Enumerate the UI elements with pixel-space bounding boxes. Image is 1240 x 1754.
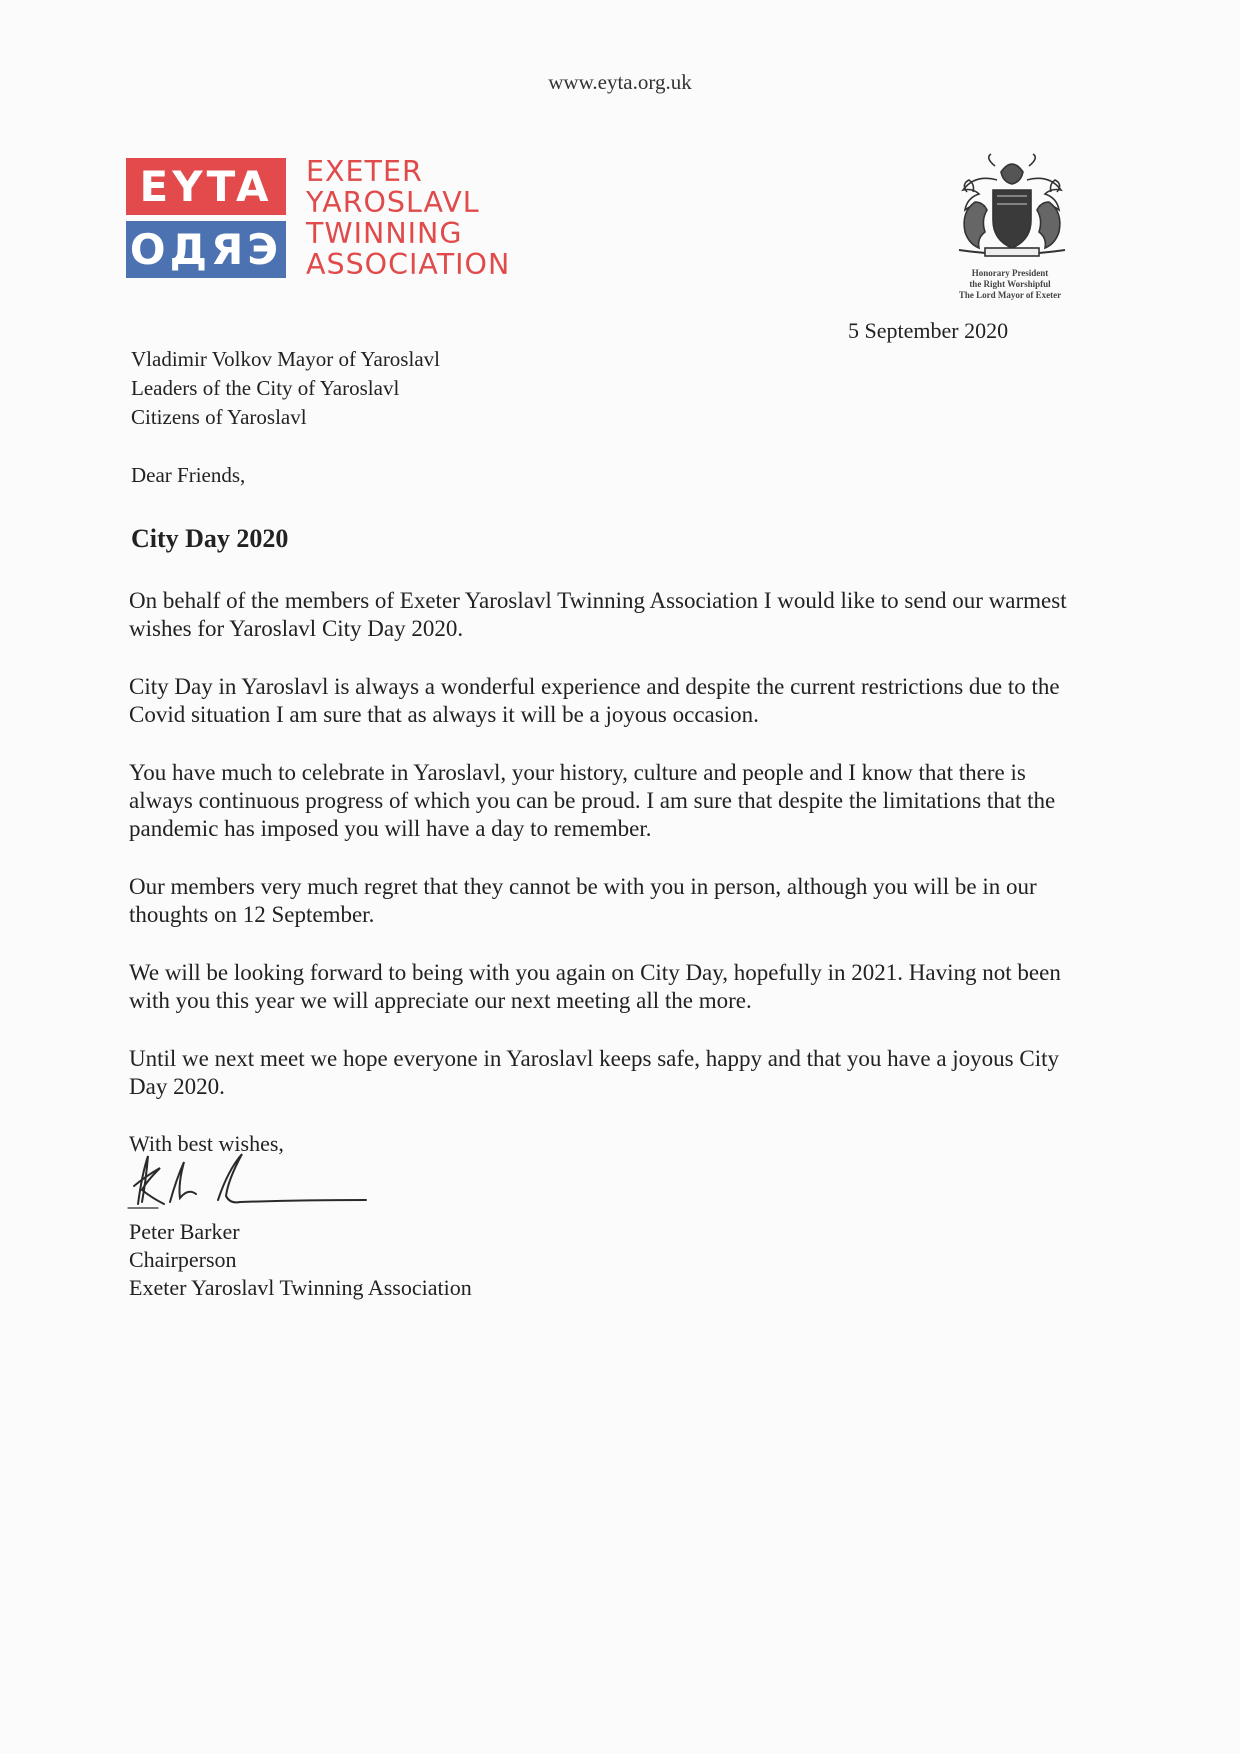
logo-word: ASSOCIATION xyxy=(306,248,511,281)
logo-word: TWINNING xyxy=(306,217,463,250)
eyta-logo xyxy=(126,156,546,282)
recipients-block xyxy=(131,345,440,432)
logo-wordmark xyxy=(306,156,546,280)
letter-body xyxy=(129,587,1074,1131)
handwritten-signature xyxy=(118,1146,388,1214)
body-paragraph: We will be looking forward to being with you again on City Day, hopefully in 2021. Having not been with you this year we will appreciate our next meeting all the more. xyxy=(129,960,1061,1013)
recipient-line: Leaders of the City of Yaroslavl xyxy=(131,376,400,400)
crest-caption-line: The Lord Mayor of Exeter xyxy=(958,290,1062,300)
recipient-line: Citizens of Yaroslavl xyxy=(131,405,307,429)
closing-line: With best wishes, xyxy=(129,1131,284,1156)
crest-caption xyxy=(925,268,1095,301)
letter-heading: City Day 2020 xyxy=(131,524,289,553)
body-paragraph: Our members very much regret that they cannot be with you in person, although you will be in our thoughts on 12 September. xyxy=(129,874,1037,927)
logo-box-latin: EYTA xyxy=(126,158,286,215)
signer-organization: Exeter Yaroslavl Twinning Association xyxy=(129,1275,472,1300)
website-url: www.eyta.org.uk xyxy=(548,70,692,94)
body-paragraph: City Day in Yaroslavl is always a wonderful experience and despite the current restrictions due to the Covid situation I am sure that as always it will be a joyous occasion. xyxy=(129,674,1060,727)
body-paragraph: On behalf of the members of Exeter Yaroslavl Twinning Association I would like to send our warmest wishes for Yaroslavl City Day 2020. xyxy=(129,588,1067,641)
salutation: Dear Friends, xyxy=(131,463,246,487)
coat-of-arms-icon xyxy=(945,152,1079,264)
body-paragraph: You have much to celebrate in Yaroslavl, your history, culture and people and I know that there is always continuous progress of which you can be proud. I am sure that despite the limitations that the pandemic has imposed you will have a day to remember. xyxy=(129,760,1056,841)
body-paragraph: Until we next meet we hope everyone in Yaroslavl keeps safe, happy and that you have a joyous City Day 2020. xyxy=(129,1046,1059,1099)
recipient-line: Vladimir Volkov Mayor of Yaroslavl xyxy=(131,347,440,371)
logo-word: EXETER xyxy=(306,155,423,188)
logo-word: YAROSLAVL xyxy=(306,186,480,219)
crest-caption-line: the Right Worshipful xyxy=(969,279,1051,289)
logo-box-cyrillic: ОДЯЭ xyxy=(126,221,286,278)
crest-caption-line: Honorary President xyxy=(971,268,1049,278)
signer-role: Chairperson xyxy=(129,1247,237,1272)
signer-name: Peter Barker xyxy=(129,1219,240,1244)
signer-block xyxy=(129,1218,472,1302)
letter-date: 5 September 2020 xyxy=(848,318,1009,343)
